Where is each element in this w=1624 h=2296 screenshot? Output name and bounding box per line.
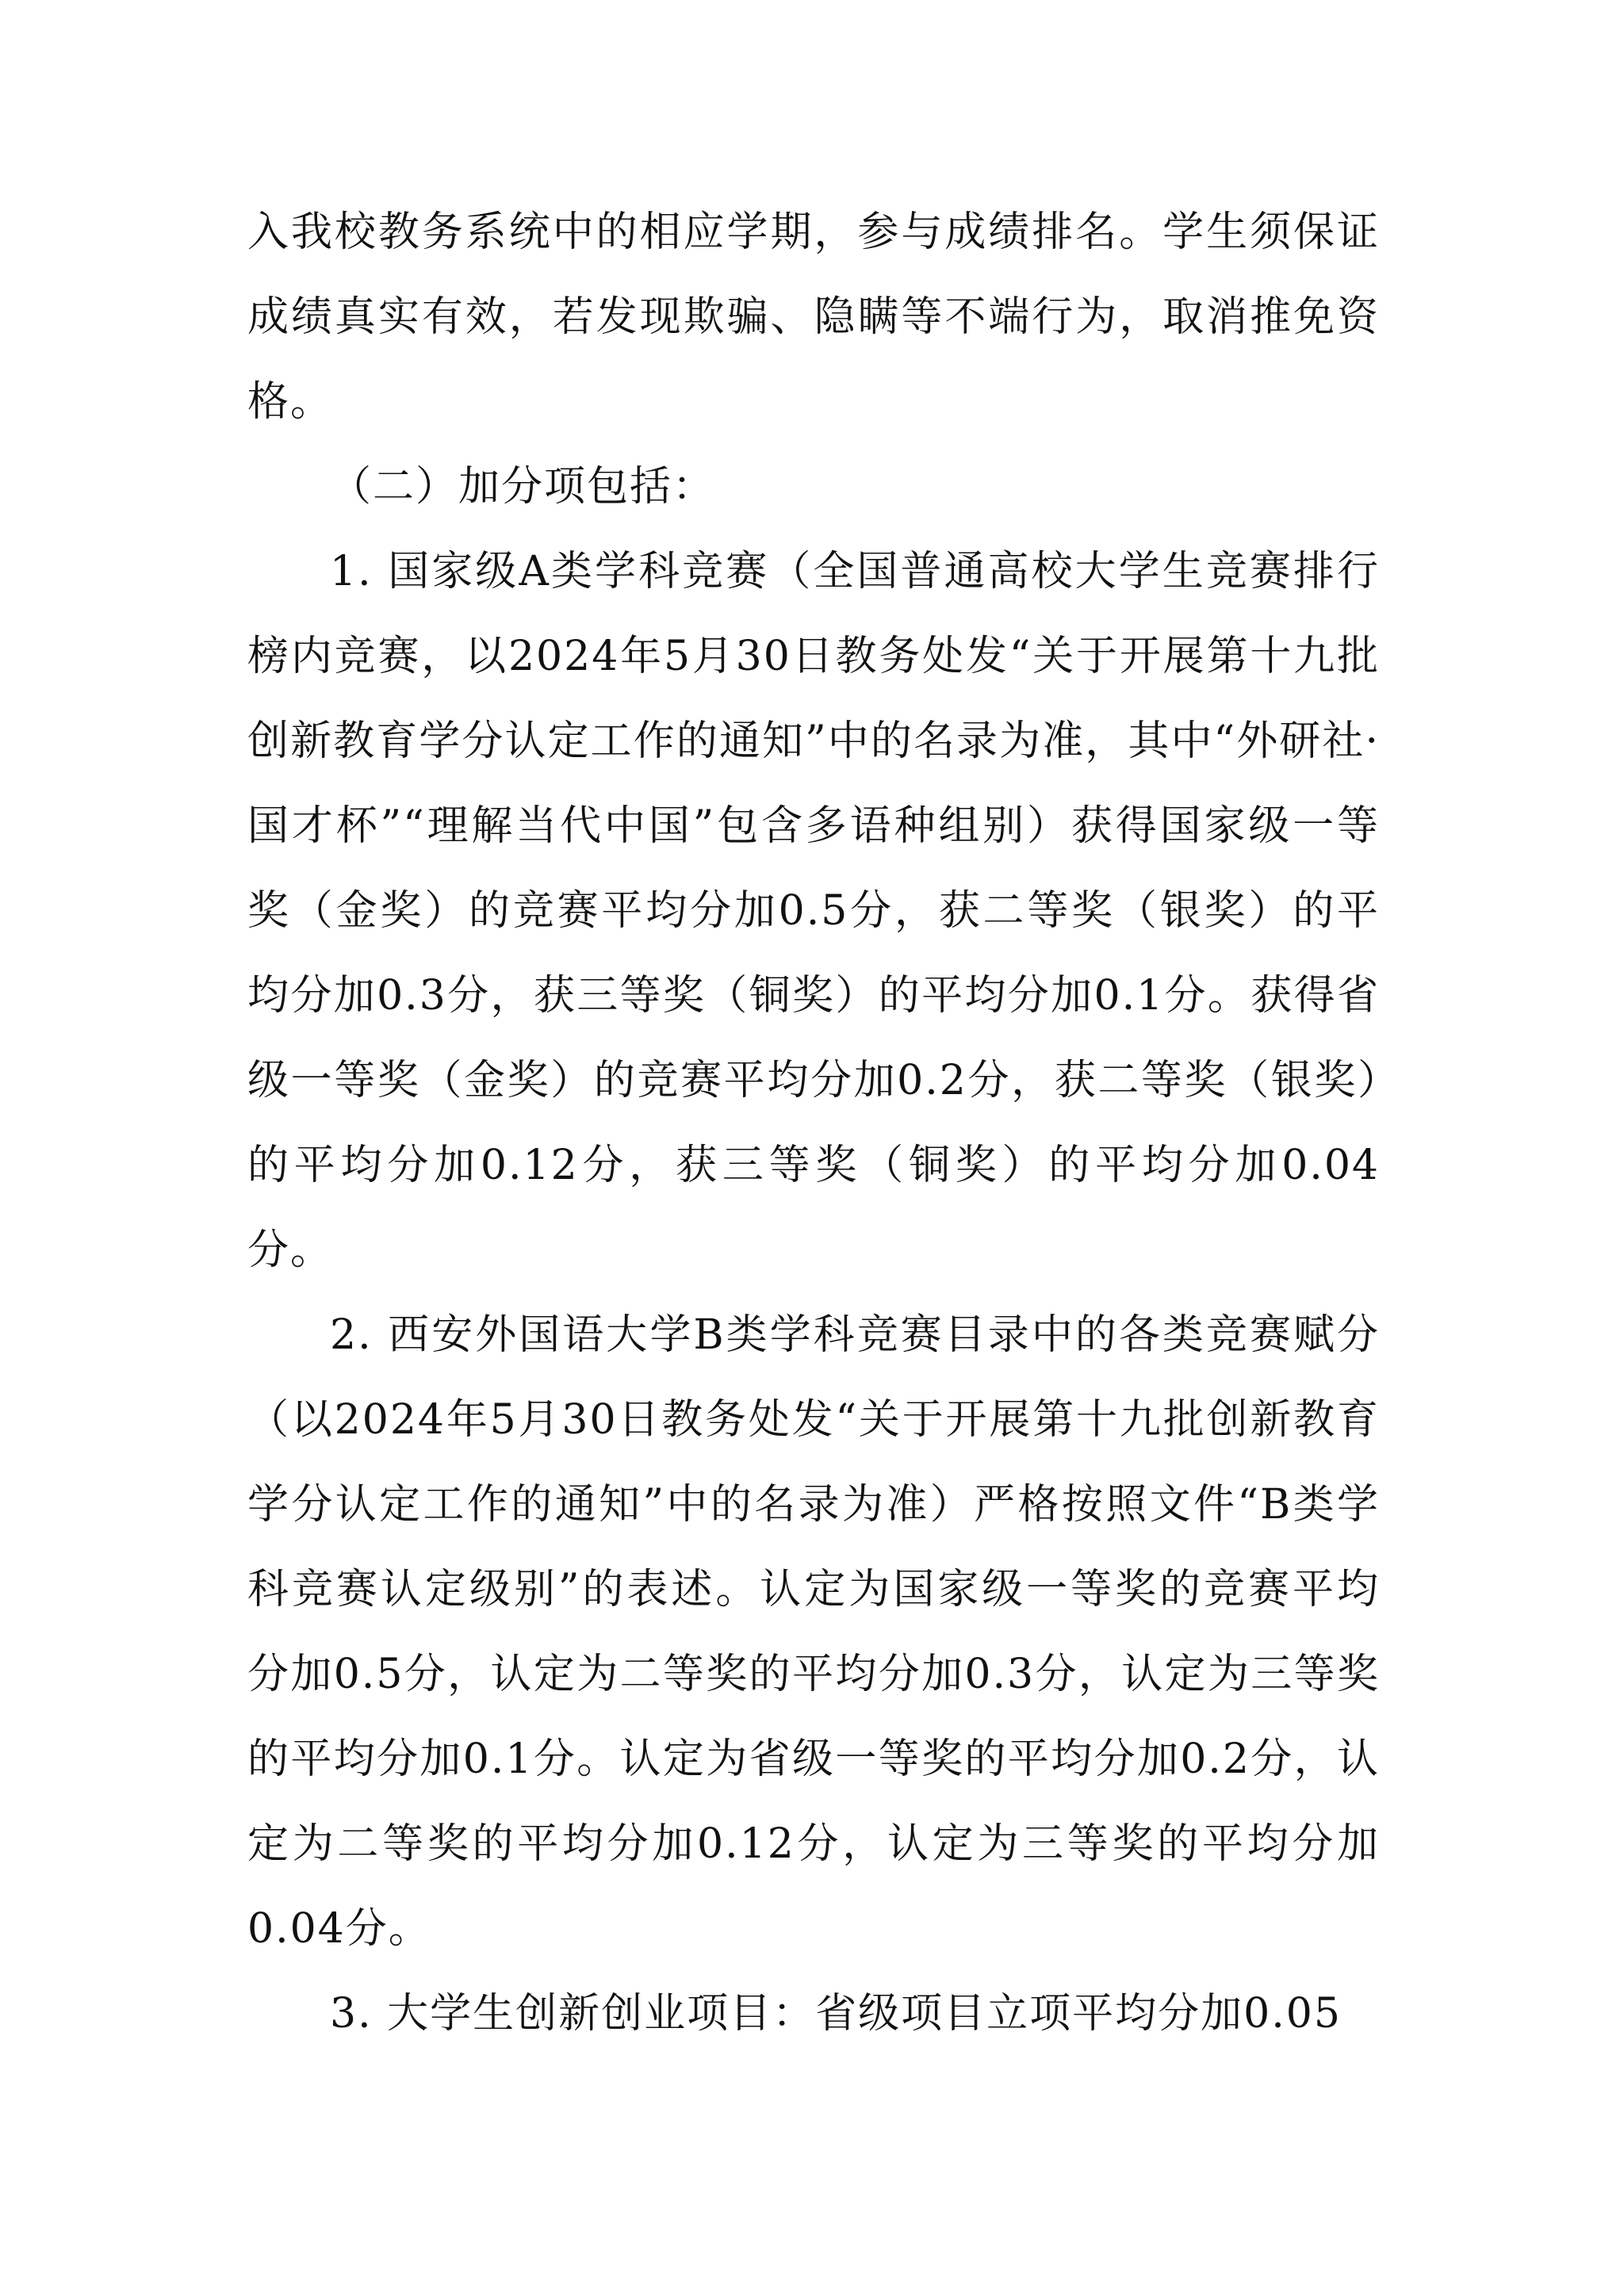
paragraph-continuation: 入我校教务系统中的相应学期，参与成绩排名。学生须保证成绩真实有效，若发现欺骗、隐瞒等不端行为，取消推免资格。 (247, 209, 1380, 426)
list-item-2: 2. 西安外国语大学B类学科竞赛目录中的各类竞赛赋分（以2024年5月30日教务处发“关于开展第十九批创新教育学分认定工作的通知”中的名录为准）严格按照文件“B类学科竞赛认定级别”的表述。认定为国家级一等奖的竞赛平均分加0.5分，认定为二等奖的平均分加0.3分，认定为三等奖的平均分加0.1分。认定为省级一等奖的平均分加0.2分，认定为二等奖的平均分加0.12分，认定为三等奖的平均分加0.04分。 (247, 1311, 1380, 1953)
list-item-3: 3. 大学生创新创业项目：省级项目立项平均分加0.05 (330, 1990, 1342, 2038)
section-heading: （二）加分项包括： (330, 463, 716, 511)
list-item-1: 1. 国家级A类学科竞赛（全国普通高校大学生竞赛排行榜内竞赛，以2024年5月30日教务处发“关于开展第十九批创新教育学分认定工作的通知”中的名录为准，其中“外研社·国才杯”“理解当代中国”包含多语种组别）获得国家级一等奖（金奖）的竞赛平均分加0.5分，获二等奖（银奖）的平均分加0.3分，获三等奖（铜奖）的平均分加0.1分。获得省级一等奖（金奖）的竞赛平均分加0.2分，获二等奖（银奖）的平均分加0.12分，获三等奖（铜奖）的平均分加0.04分。 (247, 548, 1380, 1274)
document-body (247, 190, 1380, 2057)
